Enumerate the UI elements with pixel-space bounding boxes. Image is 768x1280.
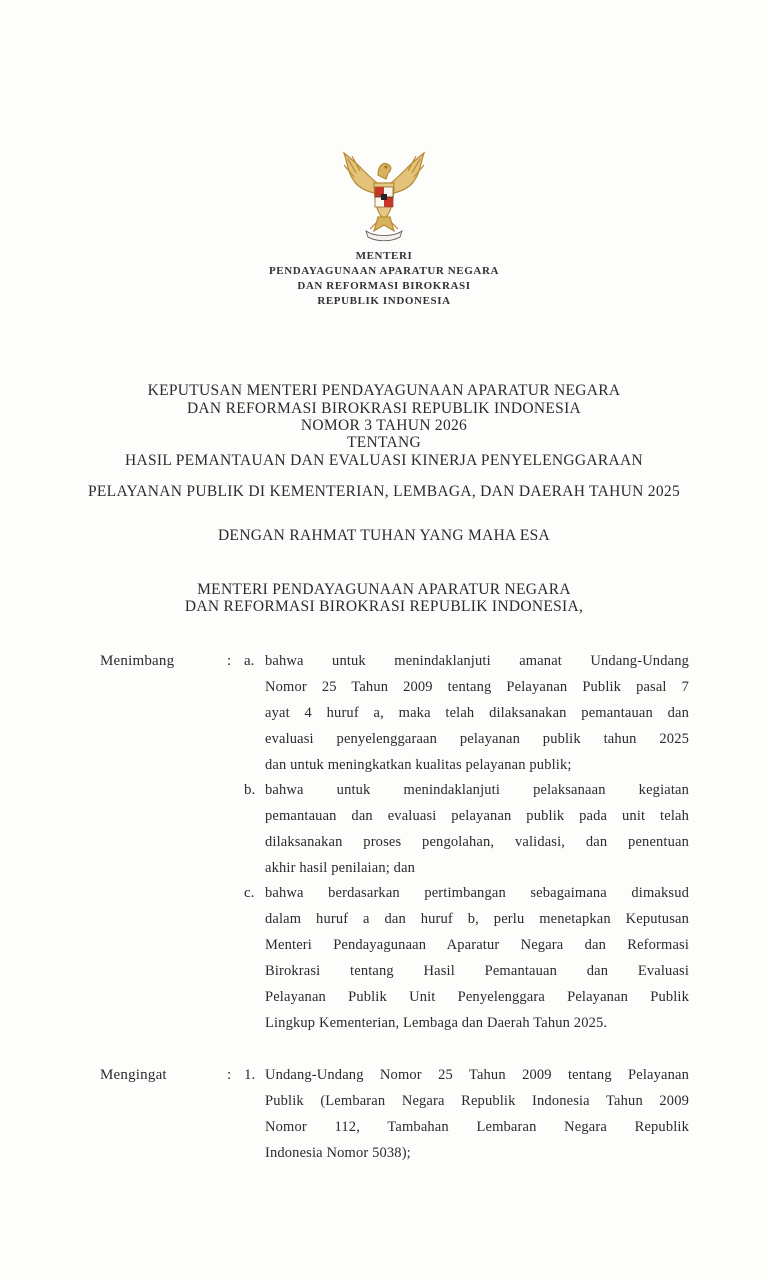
mengingat-label: Mengingat	[100, 1067, 167, 1083]
menimbang-marker-c: c.	[244, 885, 255, 901]
menimbang-label: Menimbang	[100, 653, 175, 669]
minister-line-2: DAN REFORMASI BIROKRASI REPUBLIK INDONESIA,	[184, 598, 584, 615]
decree-title-line-1: KEPUTUSAN MENTERI PENDAYAGUNAAN APARATUR NEGARA	[147, 382, 621, 399]
mengingat-1-line: Indonesia Nomor 5038);	[265, 1145, 411, 1161]
menimbang-a-line: bahwa untuk menindaklanjuti amanat Undang-Undang	[265, 653, 689, 669]
decree-number: NOMOR 3 TAHUN 2026	[300, 417, 468, 434]
menimbang-b-line: akhir hasil penilaian; dan	[265, 860, 416, 876]
mengingat-1-line: Publik (Lembaran Negara Republik Indonesia Tahun 2009	[265, 1093, 689, 1109]
menimbang-marker-b: b.	[244, 782, 256, 798]
mengingat-1-line: Undang-Undang Nomor 25 Tahun 2009 tentang Pelayanan	[265, 1067, 689, 1083]
menimbang-b-line: bahwa untuk menindaklanjuti pelaksanaan kegiatan	[265, 782, 689, 798]
decree-subject-line-1: HASIL PEMANTAUAN DAN EVALUASI KINERJA PENYELENGGARAAN	[125, 452, 643, 469]
menimbang-a-line: dan untuk meningkatkan kualitas pelayanan publik;	[265, 757, 572, 773]
minister-line-1: MENTERI PENDAYAGUNAAN APARATUR NEGARA	[197, 581, 571, 598]
mengingat-marker-1: 1.	[244, 1067, 256, 1083]
menimbang-c-line: Pelayanan Publik Unit Penyelenggara Pelayanan Publik	[265, 989, 689, 1005]
menimbang-c-line: bahwa berdasarkan pertimbangan sebagaimana dimaksud	[265, 885, 689, 901]
ministry-title-line-1: MENTERI	[355, 250, 413, 262]
mengingat-colon: :	[227, 1067, 232, 1083]
decree-title-line-2: DAN REFORMASI BIROKRASI REPUBLIK INDONESIA	[186, 400, 582, 417]
menimbang-c-line: Lingkup Kementerian, Lembaga dan Daerah Tahun 2025.	[265, 1015, 608, 1031]
decree-about: TENTANG	[346, 434, 422, 451]
menimbang-a-line: ayat 4 huruf a, maka telah dilaksanakan pemantauan dan	[265, 705, 689, 721]
menimbang-colon: :	[227, 653, 232, 669]
menimbang-b-line: pemantauan dan evaluasi pelayanan publik pada unit telah	[265, 808, 689, 824]
ministry-title-line-2: PENDAYAGUNAAN APARATUR NEGARA	[268, 265, 500, 277]
menimbang-marker-a: a.	[244, 653, 255, 669]
blessing-line: DENGAN RAHMAT TUHAN YANG MAHA ESA	[217, 527, 551, 544]
mengingat-1-line: Nomor 112, Tambahan Lembaran Negara Republik	[265, 1119, 689, 1135]
menimbang-c-line: Menteri Pendayagunaan Aparatur Negara dan Reformasi	[265, 937, 689, 953]
menimbang-a-line: evaluasi penyelenggaraan pelayanan publik tahun 2025	[265, 731, 689, 747]
menimbang-b-line: dilaksanakan proses pengolahan, validasi, dan penentuan	[265, 834, 689, 850]
menimbang-c-line: Birokrasi tentang Hasil Pemantauan dan Evaluasi	[265, 963, 689, 979]
menimbang-a-line: Nomor 25 Tahun 2009 tentang Pelayanan Publik pasal 7	[265, 679, 689, 695]
menimbang-c-line: dalam huruf a dan huruf b, perlu menetapkan Keputusan	[265, 911, 689, 927]
ministry-title-line-4: REPUBLIK INDONESIA	[317, 295, 451, 307]
garuda-emblem	[334, 143, 434, 243]
ministry-title-line-3: DAN REFORMASI BIROKRASI	[297, 280, 471, 292]
decree-subject-line-2: PELAYANAN PUBLIK DI KEMENTERIAN, LEMBAGA, DAN DAERAH TAHUN 2025	[87, 483, 680, 500]
